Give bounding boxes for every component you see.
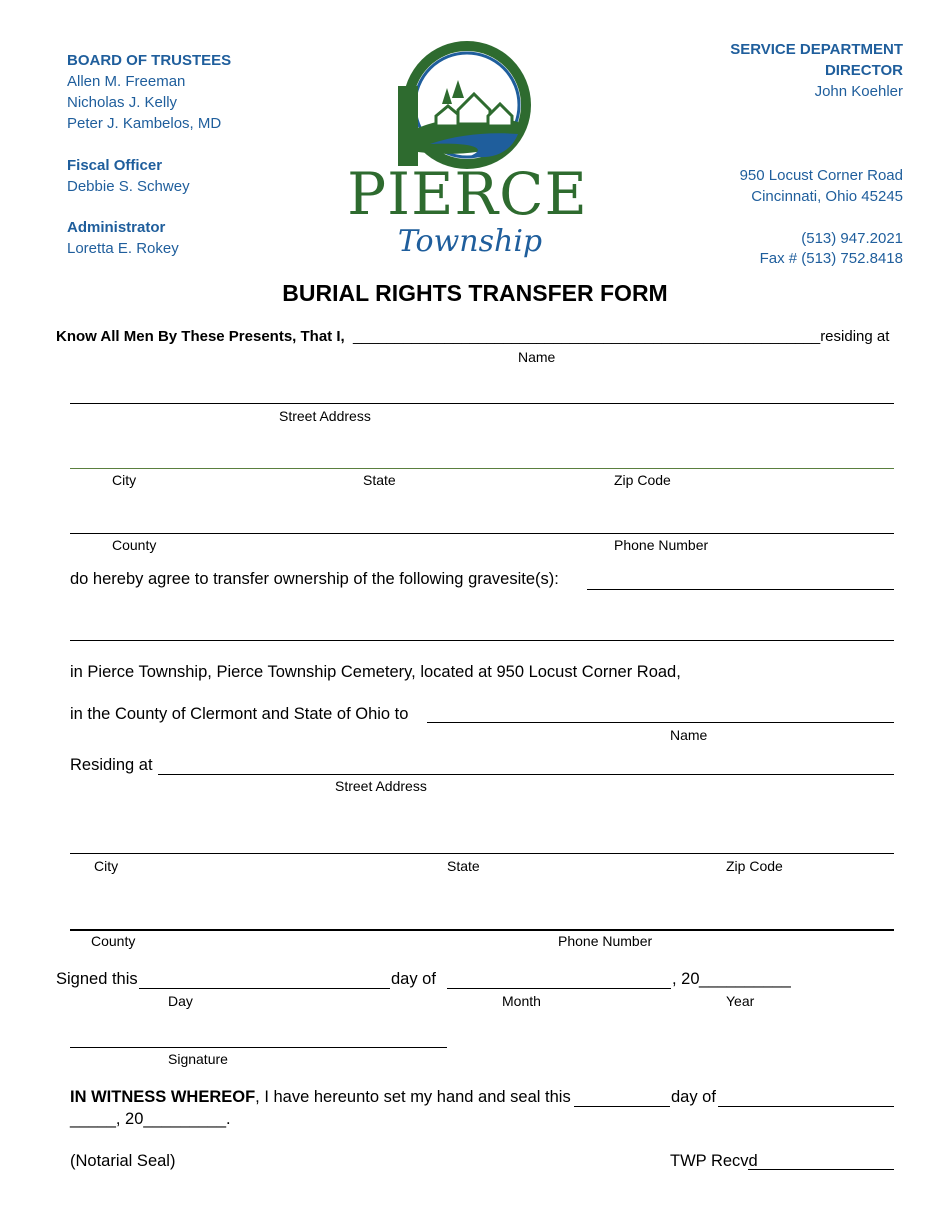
city-state-zip-line[interactable] bbox=[70, 468, 894, 469]
grantee-state-label: State bbox=[447, 858, 480, 874]
twp-recvd: TWP Recvd bbox=[670, 1152, 758, 1170]
street-address-label: Street Address bbox=[279, 408, 371, 424]
witness-blank-2[interactable]: _________ bbox=[143, 1110, 227, 1128]
trustee-name: Peter J. Kambelos, MD bbox=[67, 115, 222, 132]
month-label: Month bbox=[502, 993, 541, 1009]
signed-this: Signed this bbox=[56, 970, 138, 988]
grantee-name-label: Name bbox=[670, 727, 708, 743]
phone-label: Phone Number bbox=[614, 537, 709, 553]
grantee-city-line[interactable] bbox=[70, 853, 894, 854]
signature-line[interactable] bbox=[70, 1047, 447, 1048]
logo-script: Township bbox=[397, 224, 543, 259]
state-label: State bbox=[363, 472, 396, 488]
fiscal-heading: Fiscal Officer bbox=[67, 157, 163, 174]
fiscal-name: Debbie S. Schwey bbox=[67, 178, 190, 195]
form-title: BURIAL RIGHTS TRANSFER FORM bbox=[282, 280, 668, 306]
day-label: Day bbox=[168, 993, 193, 1009]
trustee-name: Allen M. Freeman bbox=[67, 73, 186, 90]
grantee-street-line[interactable] bbox=[158, 774, 894, 775]
logo-wordmark: PIERCE bbox=[347, 160, 588, 228]
city-label: City bbox=[112, 472, 137, 488]
witness-day-of: day of bbox=[671, 1088, 716, 1106]
twp-recvd-line[interactable] bbox=[748, 1169, 894, 1170]
witness-month-line[interactable] bbox=[718, 1106, 894, 1107]
director-name: John Koehler bbox=[814, 83, 903, 100]
witness-bold: IN WITNESS WHEREOF bbox=[70, 1088, 256, 1106]
grantee-zip-label: Zip Code bbox=[726, 858, 783, 874]
intro-bold: Know All Men By These Presents, That I, bbox=[56, 328, 345, 345]
grantee-name-line[interactable] bbox=[427, 722, 894, 723]
residing-at-2: Residing at bbox=[70, 756, 153, 774]
name-label: Name bbox=[518, 349, 556, 365]
gravesite-line-2[interactable] bbox=[70, 640, 894, 641]
notarial-seal: (Notarial Seal) bbox=[70, 1152, 176, 1170]
intro-line bbox=[56, 328, 889, 345]
witness-line-2 bbox=[70, 1110, 231, 1129]
witness-text: , I have hereunto set my hand and seal this bbox=[255, 1088, 571, 1106]
address-line: 950 Locust Corner Road bbox=[739, 167, 903, 184]
day-line[interactable] bbox=[139, 988, 390, 989]
location-line-1: in Pierce Township, Pierce Township Cemetery, located at 950 Locust Corner Road, bbox=[70, 663, 681, 681]
county-phone-line[interactable] bbox=[70, 533, 894, 534]
grantee-city-label: City bbox=[94, 858, 119, 874]
witness-period: . bbox=[226, 1110, 231, 1128]
grantee-street-label: Street Address bbox=[335, 778, 427, 794]
witness-line bbox=[70, 1088, 571, 1107]
witness-day-line[interactable] bbox=[574, 1106, 670, 1107]
witness-blank-1[interactable]: _____ bbox=[70, 1110, 116, 1128]
dept-heading-line2: DIRECTOR bbox=[824, 62, 903, 79]
day-of: day of bbox=[391, 970, 436, 988]
phone-number: (513) 947.2021 bbox=[801, 230, 903, 247]
fax-number: Fax # (513) 752.8418 bbox=[759, 250, 903, 267]
year-blank[interactable]: __________ bbox=[699, 970, 791, 988]
zip-label: Zip Code bbox=[614, 472, 671, 488]
grantee-county-label: County bbox=[91, 933, 136, 949]
trustee-name: Nicholas J. Kelly bbox=[67, 94, 178, 111]
residing-at: residing at bbox=[820, 328, 890, 345]
transfer-text: do hereby agree to transfer ownership of the following gravesite(s): bbox=[70, 570, 559, 588]
month-line[interactable] bbox=[447, 988, 671, 989]
street-address-line[interactable] bbox=[70, 403, 894, 404]
gravesite-line[interactable] bbox=[587, 589, 894, 590]
witness-20: , 20 bbox=[115, 1110, 144, 1128]
location-line-2: in the County of Clermont and State of Ohio to bbox=[70, 705, 409, 723]
address-line: Cincinnati, Ohio 45245 bbox=[751, 188, 903, 205]
grantee-phone-label: Phone Number bbox=[558, 933, 653, 949]
grantee-county-line[interactable] bbox=[70, 929, 894, 931]
name-blank[interactable]: ________________________________________________________ bbox=[353, 328, 821, 345]
board-heading: BOARD OF TRUSTEES bbox=[67, 52, 232, 69]
admin-heading: Administrator bbox=[67, 219, 166, 236]
comma-20: , 20 bbox=[672, 970, 700, 988]
pierce-township-logo bbox=[340, 36, 595, 276]
signature-label: Signature bbox=[168, 1051, 228, 1067]
year-label: Year bbox=[726, 993, 755, 1009]
dept-heading: SERVICE DEPARTMENT bbox=[730, 41, 903, 58]
admin-name: Loretta E. Rokey bbox=[67, 240, 179, 257]
county-label: County bbox=[112, 537, 157, 553]
